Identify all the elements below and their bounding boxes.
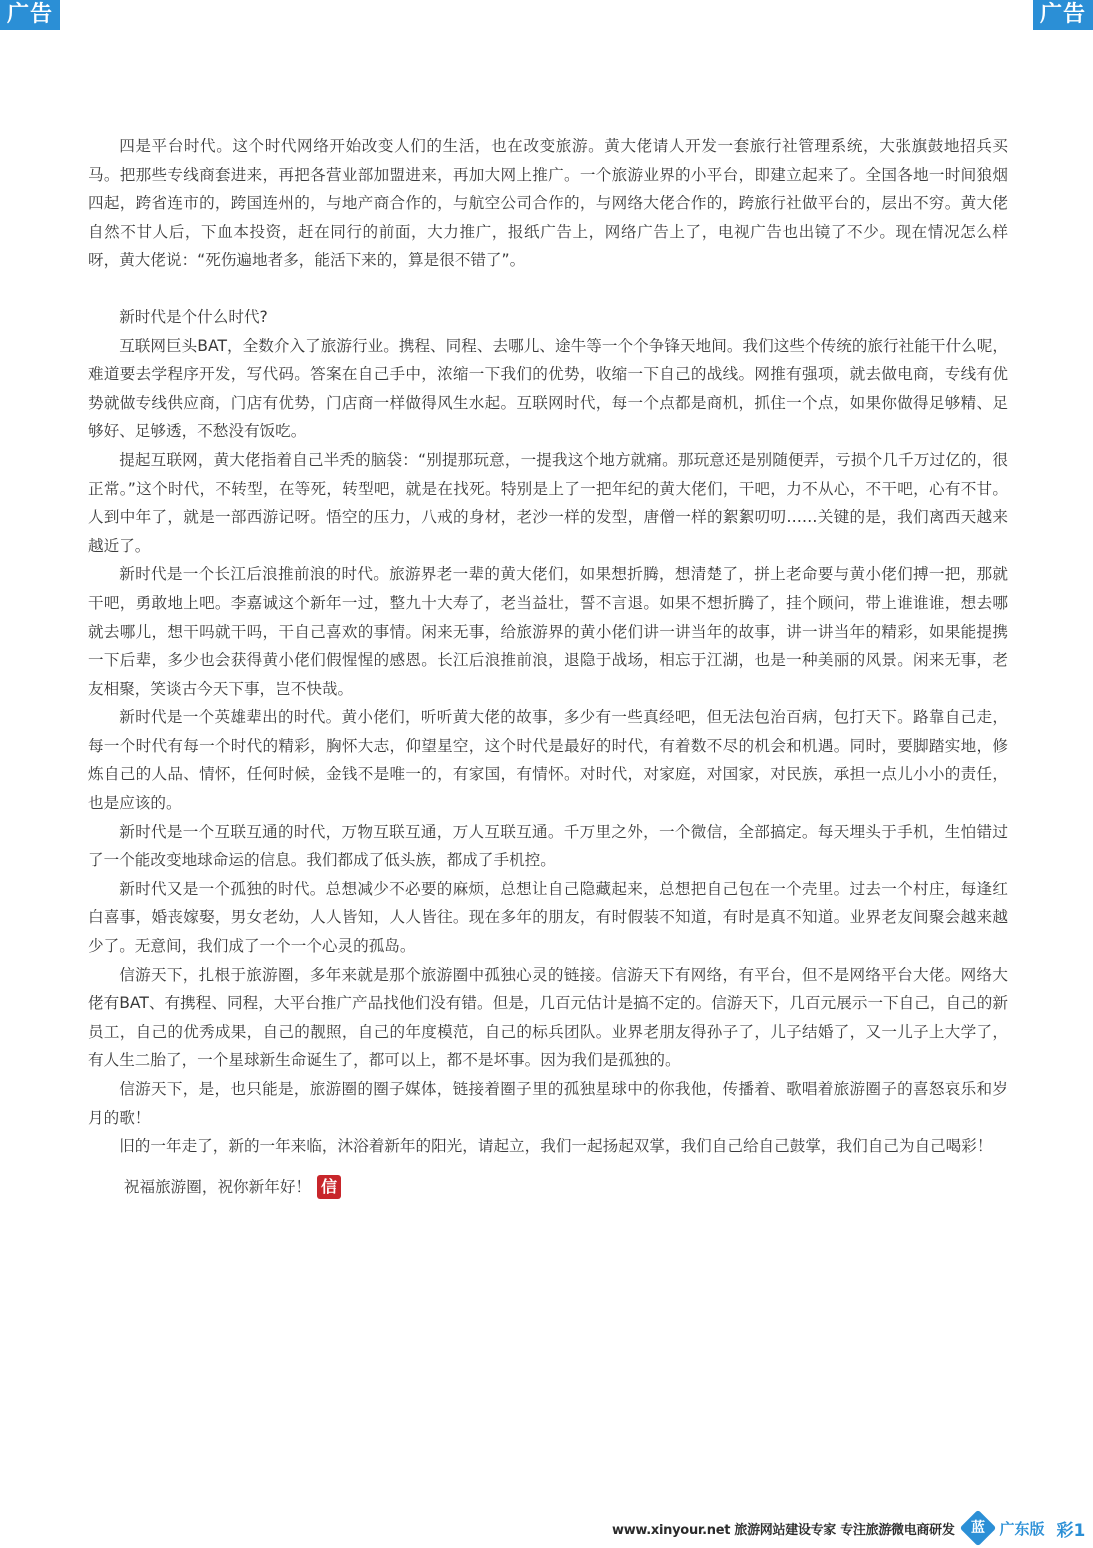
footer-edition: 广东版: [999, 1519, 1045, 1538]
paragraph: 新时代又是一个孤独的时代。总想减少不必要的麻烦，总想让自己隐藏起来，总想把自己包在一个壳里。过去一个村庄，每逢红白喜事，婚丧嫁娶，男女老幼，人人皆知，人人皆往。现在多年的朋友，有时假装不知道，有时是真不知道。业界老友间聚会越来越少了。无意间，我们成了一个一个心灵的孤岛。: [88, 879, 1008, 956]
paragraph: 提起互联网，黄大佬指着自己半秃的脑袋：“别提那玩意，一提我这个地方就痛。那玩意还是别随便弄，亏损个几千万过亿的，很正常。”这个时代，不转型，在等死，转型吧，就是在找死。特别是上了一把年纪的黄大佬们，干吧，力不从心，不干吧，心有不甘。人到中年了，就是一部西游记呀。悟空的压力，八戒的身材，老沙一样的发型，唐僧一样的絮絮叨叨……关键的是，我们离西天越来越近了。: [88, 450, 1008, 555]
paragraph: 新时代是一个英雄辈出的时代。黄小佬们，听听黄大佬的故事，多少有一些真经吧，但无法包治百病，包打天下。路靠自己走，每一个时代有每一个时代的精彩，胸怀大志，仰望星空，这个时代是最好的时代，有着数不尽的机会和机遇。同时，要脚踏实地，修炼自己的人品、情怀，任何时候，金钱不是唯一的，有家国，有情怀。对时代，对家庭，对国家，对民族，承担一点儿小小的责任，也是应该的。: [88, 708, 1008, 813]
signoff-text: 祝福旅游圈，祝你新年好！: [123, 1177, 312, 1196]
brand-logo-icon: [959, 1510, 996, 1547]
page-footer: [612, 1516, 1085, 1540]
footer-site-text: www.xinyour.net 旅游网站建设专家 专注旅游微电商研发: [612, 1522, 955, 1538]
paragraph: 信游天下，扎根于旅游圈，多年来就是那个旅游圈中孤独心灵的链接。信游天下有网络，有平台，但不是网络平台大佬。网络大佬有BAT、有携程、同程，大平台推广产品找他们没有错。但是，几百元估计是搞不定的。信游天下，几百元展示一下自己，自己的新员工，自己的优秀成果，自己的靓照，自己的年度模范，自己的标兵团队。业界老朋友得孙子了，儿子结婚了，又一儿子上大学了，有人生二胎了，一个星球新生命诞生了，都可以上，都不是坏事。因为我们是孤独的。: [88, 965, 1008, 1070]
ad-tag-right: 广告: [1033, 0, 1093, 30]
signoff-row: [88, 1173, 1008, 1202]
ad-tag-left: 广告: [0, 0, 60, 30]
paragraph: 旧的一年走了，新的一年来临，沐浴着新年的阳光，请起立，我们一起扬起双掌，我们自己给自己鼓掌，我们自己为自己喝彩！: [119, 1137, 993, 1156]
seal-stamp-icon: 信: [317, 1175, 341, 1199]
article-body: [88, 132, 1008, 1201]
paragraph: 新时代是一个长江后浪推前浪的时代。旅游界老一辈的黄大佬们，如果想折腾，想清楚了，拼上老命要与黄小佬们搏一把，那就干吧，勇敢地上吧。李嘉诚这个新年一过，整九十大寿了，老当益壮，誓不言退。如果不想折腾了，挂个顾问，带上谁谁谁，想去哪就去哪儿，想干吗就干吗，干自己喜欢的事情。闲来无事，给旅游界的黄小佬们讲一讲当年的故事，讲一讲当年的精彩，如果能提携一下后辈，多少也会获得黄小佬们假惺惺的感恩。长江后浪推前浪，退隐于战场，相忘于江湖，也是一种美丽的风景。闲来无事，老友相聚，笑谈古今天下事，岂不快哉。: [88, 565, 1008, 698]
brand-logo-char: 蓝: [970, 1520, 985, 1536]
paragraph: 互联网巨头BAT，全数介入了旅游行业。携程、同程、去哪儿、途牛等一个个争锋天地间。我们这些个传统的旅行社能干什么呢，难道要去学程序开发，写代码。答案在自己手中，浓缩一下我们的优势，收缩一下自己的战线。网推有强项，就去做电商，专线有优势就做专线供应商，门店有优势，门店商一样做得风生水起。互联网时代，每一个点都是商机，抓住一个点，如果你做得足够精、足够好、足够透，不愁没有饭吃。: [88, 336, 1008, 441]
page-number: 彩1: [1056, 1520, 1086, 1541]
paragraph: 信游天下，是，也只能是，旅游圈的圈子媒体，链接着圈子里的孤独星球中的你我他，传播着、歌唱着旅游圈子的喜怒哀乐和岁月的歌！: [88, 1080, 1008, 1127]
paragraph: 四是平台时代。这个时代网络开始改变人们的生活，也在改变旅游。黄大佬请人开发一套旅行社管理系统，大张旗鼓地招兵买马。把那些专线商套进来，再把各营业部加盟进来，再加大网上推广。一个旅游业界的小平台，即建立起来了。全国各地一时间狼烟四起，跨省连市的，跨国连州的，与地产商合作的，与航空公司合作的，与网络大佬合作的，跨旅行社做平台的，层出不穷。黄大佬自然不甘人后，下血本投资，赶在同行的前面，大力推广，报纸广告上，网络广告上了，电视广告也出镜了不少。现在情况怎么样呀，黄大佬说：“死伤遍地者多，能活下来的，算是很不错了”。: [88, 137, 1008, 270]
section-heading: 新时代是个什么时代?: [119, 307, 268, 326]
paragraph: 新时代是一个互联互通的时代，万物互联互通，万人互联互通。千万里之外，一个微信，全部搞定。每天埋头于手机，生怕错过了一个能改变地球命运的信息。我们都成了低头族，都成了手机控。: [88, 822, 1008, 870]
